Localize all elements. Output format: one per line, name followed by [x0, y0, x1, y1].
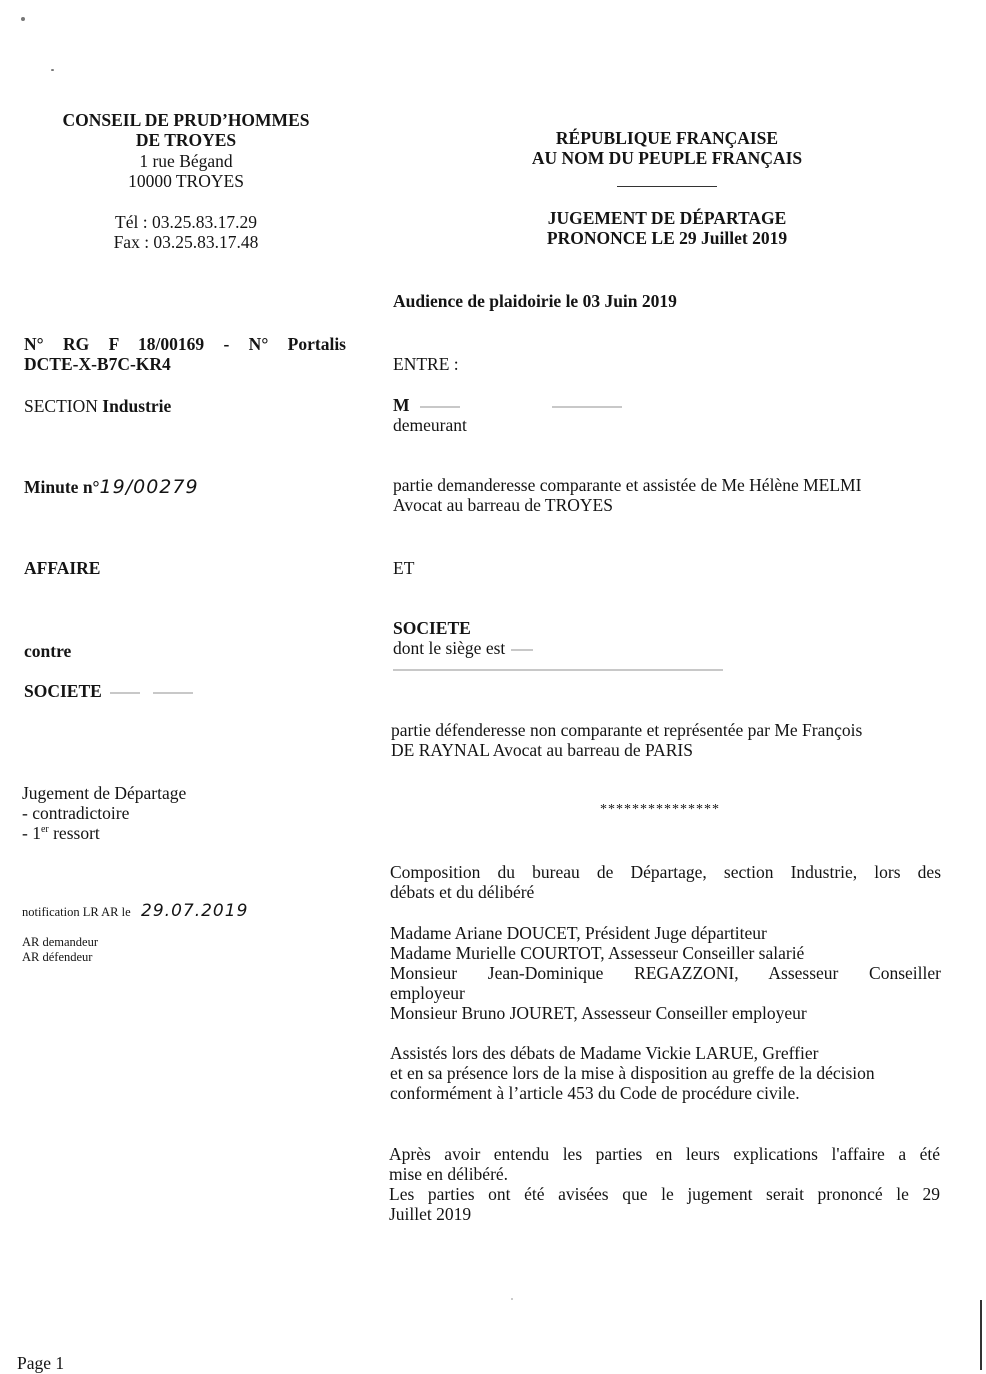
- claimant-desc-line1: partie demanderesse comparante et assistée de Me Hélène MELMI: [393, 475, 862, 495]
- defendant-address-redacted: [393, 658, 723, 680]
- scan-speck: [511, 1298, 513, 1300]
- case-reference: [24, 334, 346, 374]
- redacted-text: [420, 406, 460, 408]
- court-tel: Tél : 03.25.83.17.29: [115, 212, 257, 232]
- deliberation-line1: Après avoir entendu les parties en leurs explications l'affaire a été: [389, 1144, 940, 1164]
- redacted-text: [552, 406, 622, 408]
- claimant-initial: M: [393, 395, 410, 415]
- deliberation-line4: Juillet 2019: [389, 1204, 472, 1224]
- ar-recipients: [22, 935, 98, 965]
- member-assessor-employer-line2: employeur: [390, 983, 465, 1003]
- judgment-type: [22, 783, 186, 843]
- clerk-line3: conformément à l’article 453 du Code de procédure civile.: [390, 1083, 800, 1103]
- notification-label: notification LR AR le: [22, 905, 131, 919]
- clerk-line2: et en sa présence lors de la mise à disposition au greffe de la décision: [390, 1063, 875, 1083]
- contre-label: contre: [24, 641, 72, 661]
- section-label: SECTION: [24, 396, 98, 416]
- defendant-desc-line2: DE RAYNAL Avocat au barreau de PARIS: [391, 740, 693, 760]
- section-line: [24, 396, 171, 416]
- scan-speck: [51, 69, 54, 71]
- court-fax: Fax : 03.25.83.17.48: [113, 232, 259, 252]
- page-number: Page 1: [17, 1353, 65, 1373]
- member-president: Madame Ariane DOUCET, Président Juge départiteur: [390, 923, 767, 943]
- court-name-line2: DE TROYES: [135, 130, 237, 150]
- republic-header: [497, 128, 837, 168]
- court-address: [26, 151, 346, 191]
- affaire-label: AFFAIRE: [24, 558, 101, 578]
- court-header: [26, 110, 346, 150]
- court-name-line1: CONSEIL DE PRUD’HOMMES: [62, 110, 310, 130]
- notification-handwritten-date: 29.07.2019: [141, 901, 249, 921]
- member-assessor-employer-2: Monsieur Bruno JOURET, Assesseur Conseiller employeur: [390, 1003, 807, 1023]
- court-street: 1 rue Bégand: [139, 151, 233, 171]
- judgment-type-line2: - contradictoire: [22, 803, 130, 823]
- republic-line2: AU NOM DU PEUPLE FRANÇAIS: [531, 148, 803, 168]
- claimant-name: [393, 395, 622, 415]
- court-city: 10000 TROYES: [128, 171, 244, 191]
- redacted-text: [110, 692, 140, 694]
- redacted-text: [511, 649, 533, 651]
- republic-line1: RÉPUBLIQUE FRANÇAISE: [555, 128, 779, 148]
- header-rule: [617, 186, 717, 187]
- defendant-desc-line1: partie défenderesse non comparante et représentée par Me François: [391, 720, 863, 740]
- defendant-seat-label: dont le siège est: [393, 638, 506, 658]
- claimant-block: [393, 395, 622, 435]
- deliberation-block: [389, 1144, 940, 1224]
- scan-speck: [21, 17, 25, 21]
- judgment-header: [497, 208, 837, 248]
- opponent-societe-label: SOCIETE: [24, 681, 102, 701]
- scan-edge-line: [980, 1300, 982, 1370]
- section-value: Industrie: [102, 396, 172, 416]
- minute-line: [24, 477, 199, 497]
- member-assessor-employee: Madame Murielle COURTOT, Assesseur Conseiller salarié: [390, 943, 805, 963]
- court-contact: [26, 212, 346, 252]
- claimant-desc-line2: Avocat au barreau de TROYES: [393, 495, 613, 515]
- rg-number-line1: N° RG F 18/00169 - N° Portalis: [24, 334, 346, 354]
- composition-intro-line1: Composition du bureau de Départage, section Industrie, lors des: [390, 862, 941, 882]
- judgment-type-line3-prefix: - 1: [22, 823, 41, 843]
- deliberation-line2: mise en délibéré.: [389, 1164, 509, 1184]
- judgment-pronounced: PRONONCE LE 29 Juillet 2019: [546, 228, 788, 248]
- rg-number-line2: DCTE-X-B7C-KR4: [24, 354, 171, 374]
- ar-defendeur: AR défendeur: [22, 950, 93, 964]
- judgment-type-line1: Jugement de Départage: [22, 783, 187, 803]
- redacted-text: [153, 692, 193, 694]
- opponent-societe: [24, 681, 193, 701]
- defendant-block: [393, 618, 723, 680]
- minute-label: Minute n°: [24, 477, 100, 497]
- ar-demandeur: AR demandeur: [22, 935, 99, 949]
- minute-handwritten-number: 19/00279: [99, 476, 199, 498]
- judgment-type-line3: [22, 823, 186, 843]
- claimant-address: demeurant: [393, 415, 467, 435]
- defendant-name: SOCIETE: [393, 618, 471, 638]
- defendant-seat: [393, 638, 723, 658]
- separator-stars: ***************: [600, 802, 720, 817]
- judgment-title: JUGEMENT DE DÉPARTAGE: [547, 208, 787, 228]
- defendant-description: [391, 720, 941, 760]
- entre-label: ENTRE :: [393, 354, 459, 374]
- hearing-date: Audience de plaidoirie le 03 Juin 2019: [393, 291, 677, 311]
- composition-intro: [390, 862, 941, 902]
- member-assessor-employer-line1: Monsieur Jean-Dominique REGAZZONI, Assesseur Conseiller: [390, 963, 941, 983]
- et-label: ET: [393, 558, 415, 578]
- deliberation-line3: Les parties ont été avisées que le jugement serait prononcé le 29: [389, 1184, 940, 1204]
- composition-members: [390, 923, 941, 1023]
- composition-intro-line2: débats et du délibéré: [390, 882, 535, 902]
- judgment-type-line3-suffix: ressort: [48, 823, 100, 843]
- redacted-text: [393, 669, 723, 671]
- notification-line: [22, 900, 248, 921]
- judgment-type-line3-sup: er: [40, 824, 49, 836]
- clerk-line1: Assistés lors des débats de Madame Vickie LARUE, Greffier: [390, 1043, 819, 1063]
- clerk-block: [390, 1043, 941, 1103]
- claimant-description: [393, 475, 941, 515]
